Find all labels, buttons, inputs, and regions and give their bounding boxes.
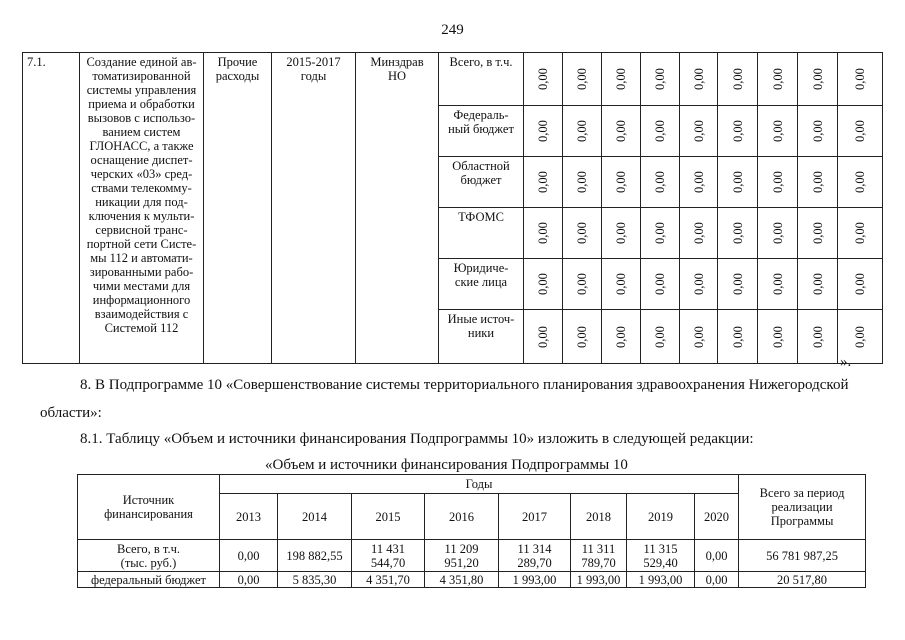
- paragraph-8-1: 8.1. Таблицу «Объем и источники финансирования Подпрограммы 10» изложить в следующей редакции:: [80, 431, 754, 447]
- source-header: Источник финансирования: [78, 475, 220, 540]
- value-cell: 0,00: [695, 540, 739, 572]
- value-text: 0,00: [536, 68, 550, 90]
- value-cell: [641, 310, 680, 364]
- value-cell: [798, 157, 838, 208]
- table-row: [78, 540, 866, 572]
- value-cell: [641, 259, 680, 310]
- total-cell: 56 781 987,25: [739, 540, 866, 572]
- row-number: 7.1.: [23, 53, 80, 364]
- value-cell: [563, 208, 602, 259]
- value-cell: [641, 157, 680, 208]
- value-text: 0,00: [614, 120, 628, 142]
- value-text: 0,00: [536, 120, 550, 142]
- value-text: 0,00: [810, 171, 825, 193]
- value-text: 0,00: [730, 171, 745, 193]
- value-cell: [680, 208, 718, 259]
- value-text: 0,00: [575, 120, 589, 142]
- value-text: 0,00: [614, 325, 628, 348]
- value-cell: 4 351,70: [352, 572, 425, 588]
- value-cell: [758, 310, 798, 364]
- value-text: 0,00: [575, 222, 589, 244]
- value-cell: [602, 310, 641, 364]
- value-text: 0,00: [853, 325, 867, 348]
- value-cell: [680, 106, 718, 157]
- value-cell: [602, 259, 641, 310]
- value-cell: 11 431 544,70: [352, 540, 425, 572]
- value-text: 0,00: [810, 222, 825, 244]
- value-cell: [602, 157, 641, 208]
- years-header: Годы: [220, 475, 739, 494]
- value-cell: [758, 157, 798, 208]
- value-cell: [798, 53, 838, 106]
- activity-name: Создание единой ав- томатизированной системы управления приема и обработки вызовов с использо- ванием систем ГЛОНАСС, а также оснащение диспет- черских «03» сред- ствами телекомму- никации для под- ключения к мульти- сервисной транс- портной сети Систе- мы 112 и автомати- зированными рабо- чими местами для информационного взаимодействия с Системой 112: [80, 53, 204, 364]
- year-header: 2013: [220, 494, 278, 540]
- value-cell: [563, 259, 602, 310]
- value-text: 0,00: [770, 120, 785, 142]
- value-cell: [563, 157, 602, 208]
- source-label: Федераль- ный бюджет: [439, 106, 524, 157]
- source-label: Всего, в т.ч.: [439, 53, 524, 106]
- value-cell: [680, 157, 718, 208]
- value-cell: [524, 53, 563, 106]
- value-cell: 5 835,30: [278, 572, 352, 588]
- row-label: федеральный бюджет: [78, 572, 220, 588]
- year-header: 2015: [352, 494, 425, 540]
- value-text: 0,00: [575, 68, 589, 90]
- value-text: 0,00: [853, 273, 867, 295]
- value-text: 0,00: [536, 171, 550, 193]
- value-cell: [838, 106, 883, 157]
- value-text: 0,00: [770, 171, 785, 193]
- value-text: 0,00: [730, 222, 745, 244]
- executor: Минздрав НО: [356, 53, 439, 364]
- value-cell: [798, 310, 838, 364]
- value-cell: [718, 157, 758, 208]
- value-cell: [718, 310, 758, 364]
- value-text: 0,00: [653, 325, 667, 348]
- value-text: 0,00: [810, 273, 825, 295]
- value-cell: 0,00: [695, 572, 739, 588]
- value-cell: [838, 53, 883, 106]
- source-label: Юридиче- ские лица: [439, 259, 524, 310]
- value-text: 0,00: [730, 273, 745, 295]
- value-text: 0,00: [653, 273, 667, 295]
- source-label: Иные источ- ники: [439, 310, 524, 364]
- value-cell: [641, 53, 680, 106]
- value-text: 0,00: [653, 120, 667, 142]
- row-label: Всего, в т.ч. (тыс. руб.): [78, 540, 220, 572]
- period: 2015-2017 годы: [272, 53, 356, 364]
- value-cell: 11 311 789,70: [571, 540, 627, 572]
- value-cell: [680, 310, 718, 364]
- value-text: 0,00: [691, 120, 706, 142]
- value-cell: 1 993,00: [499, 572, 571, 588]
- value-cell: [758, 106, 798, 157]
- value-text: 0,00: [536, 273, 550, 295]
- value-cell: [718, 106, 758, 157]
- value-cell: 1 993,00: [627, 572, 695, 588]
- value-text: 0,00: [691, 325, 706, 348]
- value-cell: [524, 310, 563, 364]
- value-text: 0,00: [853, 222, 867, 244]
- page-number: 249: [441, 22, 464, 38]
- value-cell: [718, 259, 758, 310]
- value-cell: [524, 259, 563, 310]
- value-cell: [758, 208, 798, 259]
- year-header: 2020: [695, 494, 739, 540]
- value-text: 0,00: [853, 120, 867, 142]
- value-text: 0,00: [691, 68, 706, 90]
- value-cell: 4 351,80: [425, 572, 499, 588]
- value-cell: 11 315 529,40: [627, 540, 695, 572]
- total-header: Всего за период реализации Программы: [739, 475, 866, 540]
- value-text: 0,00: [536, 325, 550, 348]
- value-text: 0,00: [770, 273, 785, 295]
- value-cell: [680, 53, 718, 106]
- value-cell: [718, 53, 758, 106]
- value-cell: 0,00: [220, 572, 278, 588]
- value-cell: [641, 106, 680, 157]
- value-cell: [798, 208, 838, 259]
- value-cell: [602, 208, 641, 259]
- year-header: 2017: [499, 494, 571, 540]
- value-cell: [798, 259, 838, 310]
- value-cell: 11 209 951,20: [425, 540, 499, 572]
- value-cell: [641, 208, 680, 259]
- value-text: 0,00: [691, 222, 706, 244]
- year-header: 2019: [627, 494, 695, 540]
- value-text: 0,00: [691, 171, 706, 193]
- value-text: 0,00: [730, 68, 745, 90]
- table-row: [78, 572, 866, 588]
- value-text: 0,00: [770, 325, 785, 348]
- value-text: 0,00: [575, 171, 589, 193]
- value-text: 0,00: [730, 325, 745, 348]
- value-text: 0,00: [614, 171, 628, 193]
- value-cell: [838, 208, 883, 259]
- value-text: 0,00: [653, 68, 667, 90]
- source-label: Областной бюджет: [439, 157, 524, 208]
- value-text: 0,00: [691, 273, 706, 295]
- paragraph-8-line-1: 8. В Подпрограмме 10 «Совершенствование системы территориального планирования здравоохранения Нижегородской: [80, 377, 849, 393]
- year-header: 2014: [278, 494, 352, 540]
- value-cell: [602, 106, 641, 157]
- value-cell: [838, 157, 883, 208]
- funding-table-7-1: [22, 52, 883, 364]
- value-text: 0,00: [614, 68, 628, 90]
- value-cell: [563, 106, 602, 157]
- value-cell: [758, 53, 798, 106]
- value-text: 0,00: [653, 222, 667, 244]
- value-text: 0,00: [575, 325, 589, 348]
- table-title: «Объем и источники финансирования Подпрограммы 10: [265, 457, 628, 473]
- value-cell: [680, 259, 718, 310]
- value-cell: [563, 53, 602, 106]
- funding-table-subprogram-10: [77, 474, 866, 588]
- closing-quote: ».: [840, 354, 852, 370]
- value-cell: 198 882,55: [278, 540, 352, 572]
- value-text: 0,00: [770, 222, 785, 244]
- paragraph-8-line-2: области»:: [40, 405, 102, 421]
- value-text: 0,00: [810, 68, 825, 90]
- value-text: 0,00: [730, 120, 745, 142]
- value-cell: [524, 157, 563, 208]
- value-cell: [758, 259, 798, 310]
- year-header: 2016: [425, 494, 499, 540]
- value-text: 0,00: [614, 222, 628, 244]
- value-cell: 11 314 289,70: [499, 540, 571, 572]
- source-label: ТФОМС: [439, 208, 524, 259]
- table-row: [23, 53, 883, 106]
- value-text: 0,00: [653, 171, 667, 193]
- value-cell: [718, 208, 758, 259]
- value-cell: [524, 208, 563, 259]
- value-cell: [798, 106, 838, 157]
- value-text: 0,00: [853, 171, 867, 193]
- value-text: 0,00: [770, 68, 785, 90]
- value-cell: [524, 106, 563, 157]
- value-text: 0,00: [810, 325, 825, 348]
- value-text: 0,00: [575, 273, 589, 295]
- value-text: 0,00: [810, 120, 825, 142]
- value-cell: 0,00: [220, 540, 278, 572]
- value-text: 0,00: [853, 68, 867, 90]
- value-text: 0,00: [614, 273, 628, 295]
- value-cell: [602, 53, 641, 106]
- value-cell: [563, 310, 602, 364]
- total-cell: 20 517,80: [739, 572, 866, 588]
- value-cell: [838, 259, 883, 310]
- value-cell: 1 993,00: [571, 572, 627, 588]
- value-text: 0,00: [536, 222, 550, 244]
- year-header: 2018: [571, 494, 627, 540]
- expense-type: Прочие расходы: [204, 53, 272, 364]
